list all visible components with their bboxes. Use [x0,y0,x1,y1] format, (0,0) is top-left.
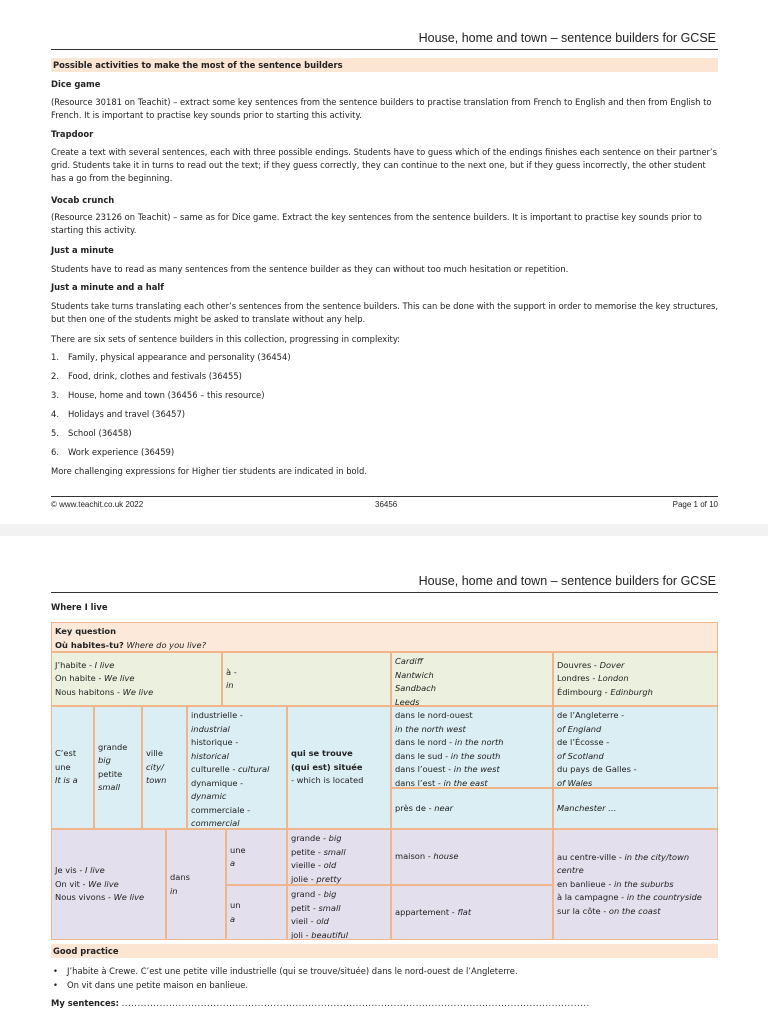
section-heading-just-a-minute: Just a minute [51,245,114,255]
footer-page-number: Page 1 of 10 [672,500,718,509]
cell-maison: maison - house [391,829,553,885]
key-question-en: Where do you live? [126,639,207,650]
list-item: 1. Family, physical appearance and personality (36454) [51,352,291,362]
list-item: 6. Work experience (36459) [51,447,175,457]
key-question-cell [51,622,718,652]
my-sentences-label: My sentences: [51,998,119,1008]
footer-rule [51,496,718,497]
list-item: • On vit dans une petite maison en banlieue. [51,978,718,992]
cell-une: une a [226,829,287,885]
page-header-title: House, home and town – sentence builders for GCSE [418,31,716,45]
cell-cest-une: C’est une It is a [51,706,94,829]
cell-appartement: appartement - flat [391,885,553,940]
footer-copyright[interactable]: © www.teachit.co.uk 2022 [51,500,144,509]
cell-je-vis: Je vis - I live On vit - We live Nous vivons - We live [51,829,166,940]
cell-pres-de: près de - near [391,788,553,829]
list-item: 2. Food, drink, clothes and festivals (36455) [51,371,242,381]
list-item: 5. School (36458) [51,428,132,438]
cell-cities: Cardiff Nantwich Sandbach Leeds [391,652,553,706]
page-2 [0,536,768,1024]
cell-masc-adjectives: grand - big petit - small vieil - old joli - beautiful [287,885,391,940]
cell-dans: dans in [166,829,226,940]
section-text-dice-game: (Resource 30181 on Teachit) – extract some key sentences from the sentence builders to practise translation from French to English and then from English to French. It is important to practise key sounds prior to starting this activity. [51,97,712,120]
closing-note: More challenging expressions for Higher tier students are indicated in bold. [51,466,367,476]
section-heading-trapdoor: Trapdoor [51,129,94,139]
footer-resource-id: 36456 [375,500,398,509]
sentence-builder-table [51,622,718,940]
collection-intro: There are six sets of sentence builders in this collection, progressing in complexity: [51,334,401,344]
cell-grande-petite: grande big petite small [94,706,142,829]
cell-countries: de l’Angleterre - of England de l’Écosse - of Scotland du pays de Galles - of Wales [553,706,718,788]
page-header-title: House, home and town – sentence builders for GCSE [418,574,716,588]
cell-jhabite: J’habite - I live On habite - We live Nous habitons - We live [51,652,222,706]
cell-un: un a [226,885,287,940]
activities-band: Possible activities to make the most of the sentence builders [51,58,718,72]
cell-ville: ville city/ town [142,706,187,829]
cell-a: à - in [222,652,391,706]
cell-qui-se-trouve: qui se trouve (qui est) située - which is located [287,706,391,829]
list-item: 4. Holidays and travel (36457) [51,409,186,419]
cell-manchester: Manchester … [553,788,718,829]
section-text-just-a-minute: Students have to read as many sentences from the sentence builder as they can without too much hesitation or repetition. [51,264,569,274]
my-sentences-line[interactable] [51,998,718,1008]
section-heading-just-a-minute-half: Just a minute and a half [51,282,164,292]
cell-directions: dans le nord-ouest in the north west dans le nord - in the north dans le sud - in the south dans l’ouest - in the west dans l’est - in the east [391,706,553,788]
list-item: 3. House, home and town (36456 – this resource) [51,390,265,400]
section-text-just-a-minute-half: Students take turns translating each other’s sentences from the sentence builders. This can be done with the support in order to memorise the key structures, but then one of the students might be asked to translate without any help. [51,301,719,324]
list-item: • J’habite à Crewe. C’est une petite ville industrielle (qui se trouve/située) dans le nord-ouest de l’Angleterre. [51,964,718,978]
good-practice-band: Good practice [51,944,718,958]
header-rule [51,592,718,593]
key-question-fr: Où habites-tu? [55,639,124,650]
my-sentences-dots[interactable]: .................................................................................................................................................... [121,998,590,1008]
cell-fem-adjectives: grande - big petite - small vieille - old jolie - pretty [287,829,391,885]
good-practice-list [51,964,718,992]
cell-locations: au centre-ville - in the city/town centre en banlieue - in the suburbs à la campagne - in the countryside sur la côte - on the coast [553,829,718,940]
key-question-label: Key question [55,626,117,636]
section-title-where-i-live: Where I live [51,602,108,612]
section-heading-dice-game: Dice game [51,79,101,89]
section-text-trapdoor: Create a text with several sentences, each with three possible endings. Students have to guess which of the endings finishes each sentence on their partner’s grid. Students take it in turns to read out the text; if they guess correctly, they can continue to the next one, but if they guess incorrectly, the other student has a go from the beginning. [51,147,717,183]
cell-cities-translated: Douvres - Dover Londres - London Édimbourg - Edinburgh [553,652,718,706]
section-text-vocab-crunch: (Resource 23126 on Teachit) – same as for Dice game. Extract the key sentences from the sentence builders. It is important to practise key sounds prior to starting this activity. [51,212,702,235]
header-rule [51,49,718,50]
cell-adjectives: industrielle - industrial historique - historical culturelle - cultural dynamique - dynamic commerciale - commercial [187,706,287,829]
collection-list [51,348,718,462]
section-heading-vocab-crunch: Vocab crunch [51,195,115,205]
